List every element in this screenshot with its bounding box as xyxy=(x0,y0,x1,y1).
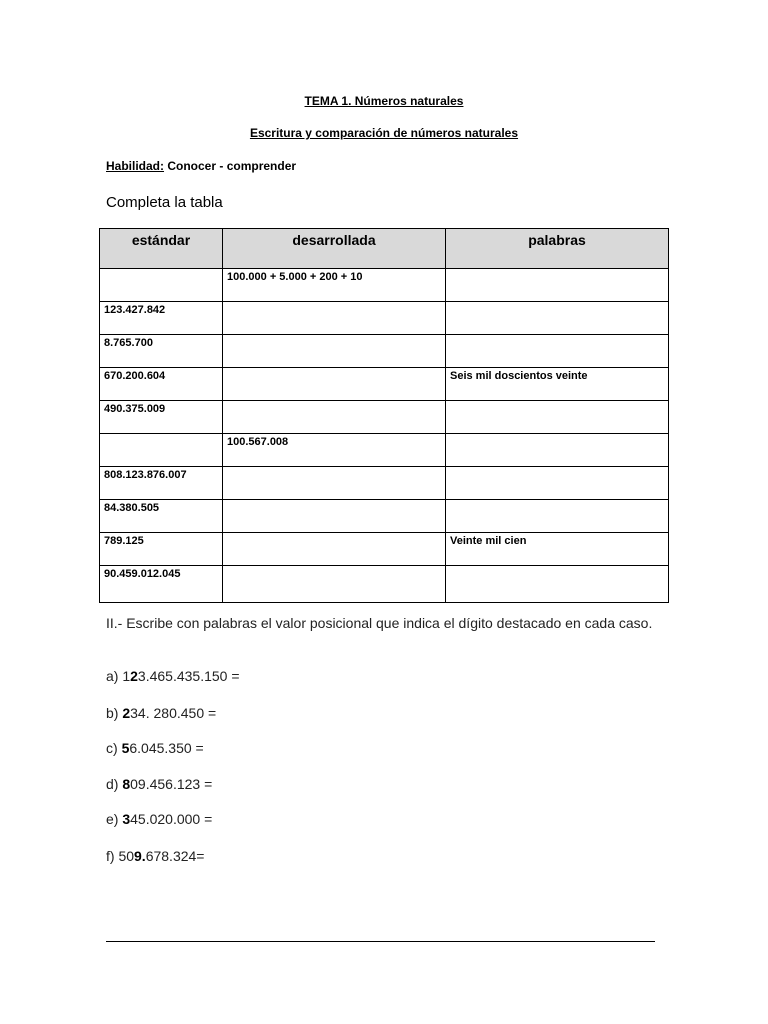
cell-standard[interactable]: 490.375.009 xyxy=(100,401,223,434)
highlighted-digit: 2 xyxy=(130,668,138,684)
exercise-rest: 45.020.000 = xyxy=(130,811,213,827)
table-row xyxy=(100,467,669,500)
cell-expanded[interactable] xyxy=(223,467,446,500)
exercise-d[interactable] xyxy=(106,776,212,792)
cell-words[interactable] xyxy=(446,500,669,533)
table-row xyxy=(100,401,669,434)
cell-words[interactable] xyxy=(446,434,669,467)
cell-words[interactable] xyxy=(446,335,669,368)
cell-words[interactable] xyxy=(446,566,669,603)
cell-expanded[interactable]: 100.567.008 xyxy=(223,434,446,467)
highlighted-digit: 5 xyxy=(121,740,130,756)
exercise-prefix: a) 1 xyxy=(106,668,131,684)
highlighted-digit: 3 xyxy=(122,811,131,827)
exercise-prefix: d) xyxy=(106,776,123,792)
cell-expanded[interactable] xyxy=(223,566,446,603)
cell-standard[interactable]: 90.459.012.045 xyxy=(100,566,223,603)
table-row xyxy=(100,269,669,302)
cell-expanded[interactable] xyxy=(223,401,446,434)
answer-line xyxy=(106,941,655,942)
table-row xyxy=(100,368,669,401)
exercise-rest: 678.324= xyxy=(145,848,205,864)
exercise-e[interactable] xyxy=(106,811,212,827)
exercise-c[interactable] xyxy=(106,740,204,756)
table-row xyxy=(100,500,669,533)
highlighted-digit: 9. xyxy=(134,848,146,864)
exercise-prefix: f) 50 xyxy=(106,848,135,864)
exercise-rest: 34. 280.450 = xyxy=(130,705,217,721)
column-header-standard: estándar xyxy=(100,229,223,269)
exercise-b[interactable] xyxy=(106,705,216,721)
cell-words[interactable] xyxy=(446,467,669,500)
exercise-prefix: c) xyxy=(106,740,122,756)
cell-standard[interactable]: 670.200.604 xyxy=(100,368,223,401)
cell-words[interactable] xyxy=(446,302,669,335)
table-header-row xyxy=(100,229,669,269)
highlighted-digit: 2 xyxy=(122,705,131,721)
cell-words[interactable]: Veinte mil cien xyxy=(446,533,669,566)
page-subtitle: Escritura y comparación de números naturales xyxy=(249,126,519,140)
numbers-table xyxy=(99,228,669,603)
column-header-words: palabras xyxy=(446,229,669,269)
exercise-rest: 3.465.435.150 = xyxy=(137,668,240,684)
exercise-a[interactable] xyxy=(106,668,240,684)
skill-label: Habilidad: xyxy=(106,159,165,173)
cell-expanded[interactable] xyxy=(223,335,446,368)
cell-standard[interactable]: 123.427.842 xyxy=(100,302,223,335)
exercise-f[interactable] xyxy=(106,848,205,864)
cell-words[interactable] xyxy=(446,269,669,302)
column-header-expanded: desarrollada xyxy=(223,229,446,269)
cell-standard[interactable]: 789.125 xyxy=(100,533,223,566)
cell-standard[interactable]: 808.123.876.007 xyxy=(100,467,223,500)
table-row xyxy=(100,533,669,566)
table-row xyxy=(100,566,669,603)
cell-expanded[interactable]: 100.000 + 5.000 + 200 + 10 xyxy=(223,269,446,302)
cell-standard[interactable] xyxy=(100,434,223,467)
cell-standard[interactable]: 8.765.700 xyxy=(100,335,223,368)
skill-line xyxy=(106,159,296,173)
cell-standard[interactable] xyxy=(100,269,223,302)
skill-value: Conocer - comprender xyxy=(164,159,297,173)
cell-words[interactable] xyxy=(446,401,669,434)
cell-standard[interactable]: 84.380.505 xyxy=(100,500,223,533)
exercise-prefix: e) xyxy=(106,811,123,827)
table-row xyxy=(100,335,669,368)
table-row xyxy=(100,302,669,335)
cell-words[interactable]: Seis mil doscientos veinte xyxy=(446,368,669,401)
exercise-rest: 6.045.350 = xyxy=(129,740,204,756)
exercise-rest: 09.456.123 = xyxy=(130,776,213,792)
table-row xyxy=(100,434,669,467)
exercise-prefix: b) xyxy=(106,705,123,721)
cell-expanded[interactable] xyxy=(223,368,446,401)
cell-expanded[interactable] xyxy=(223,533,446,566)
cell-expanded[interactable] xyxy=(223,302,446,335)
cell-expanded[interactable] xyxy=(223,500,446,533)
page-title: TEMA 1. Números naturales xyxy=(304,94,464,108)
table-instruction: Completa la tabla xyxy=(106,194,223,211)
section2-instruction: II.- Escribe con palabras el valor posicional que indica el dígito destacado en cada caso. xyxy=(106,615,653,631)
highlighted-digit: 8 xyxy=(122,776,131,792)
